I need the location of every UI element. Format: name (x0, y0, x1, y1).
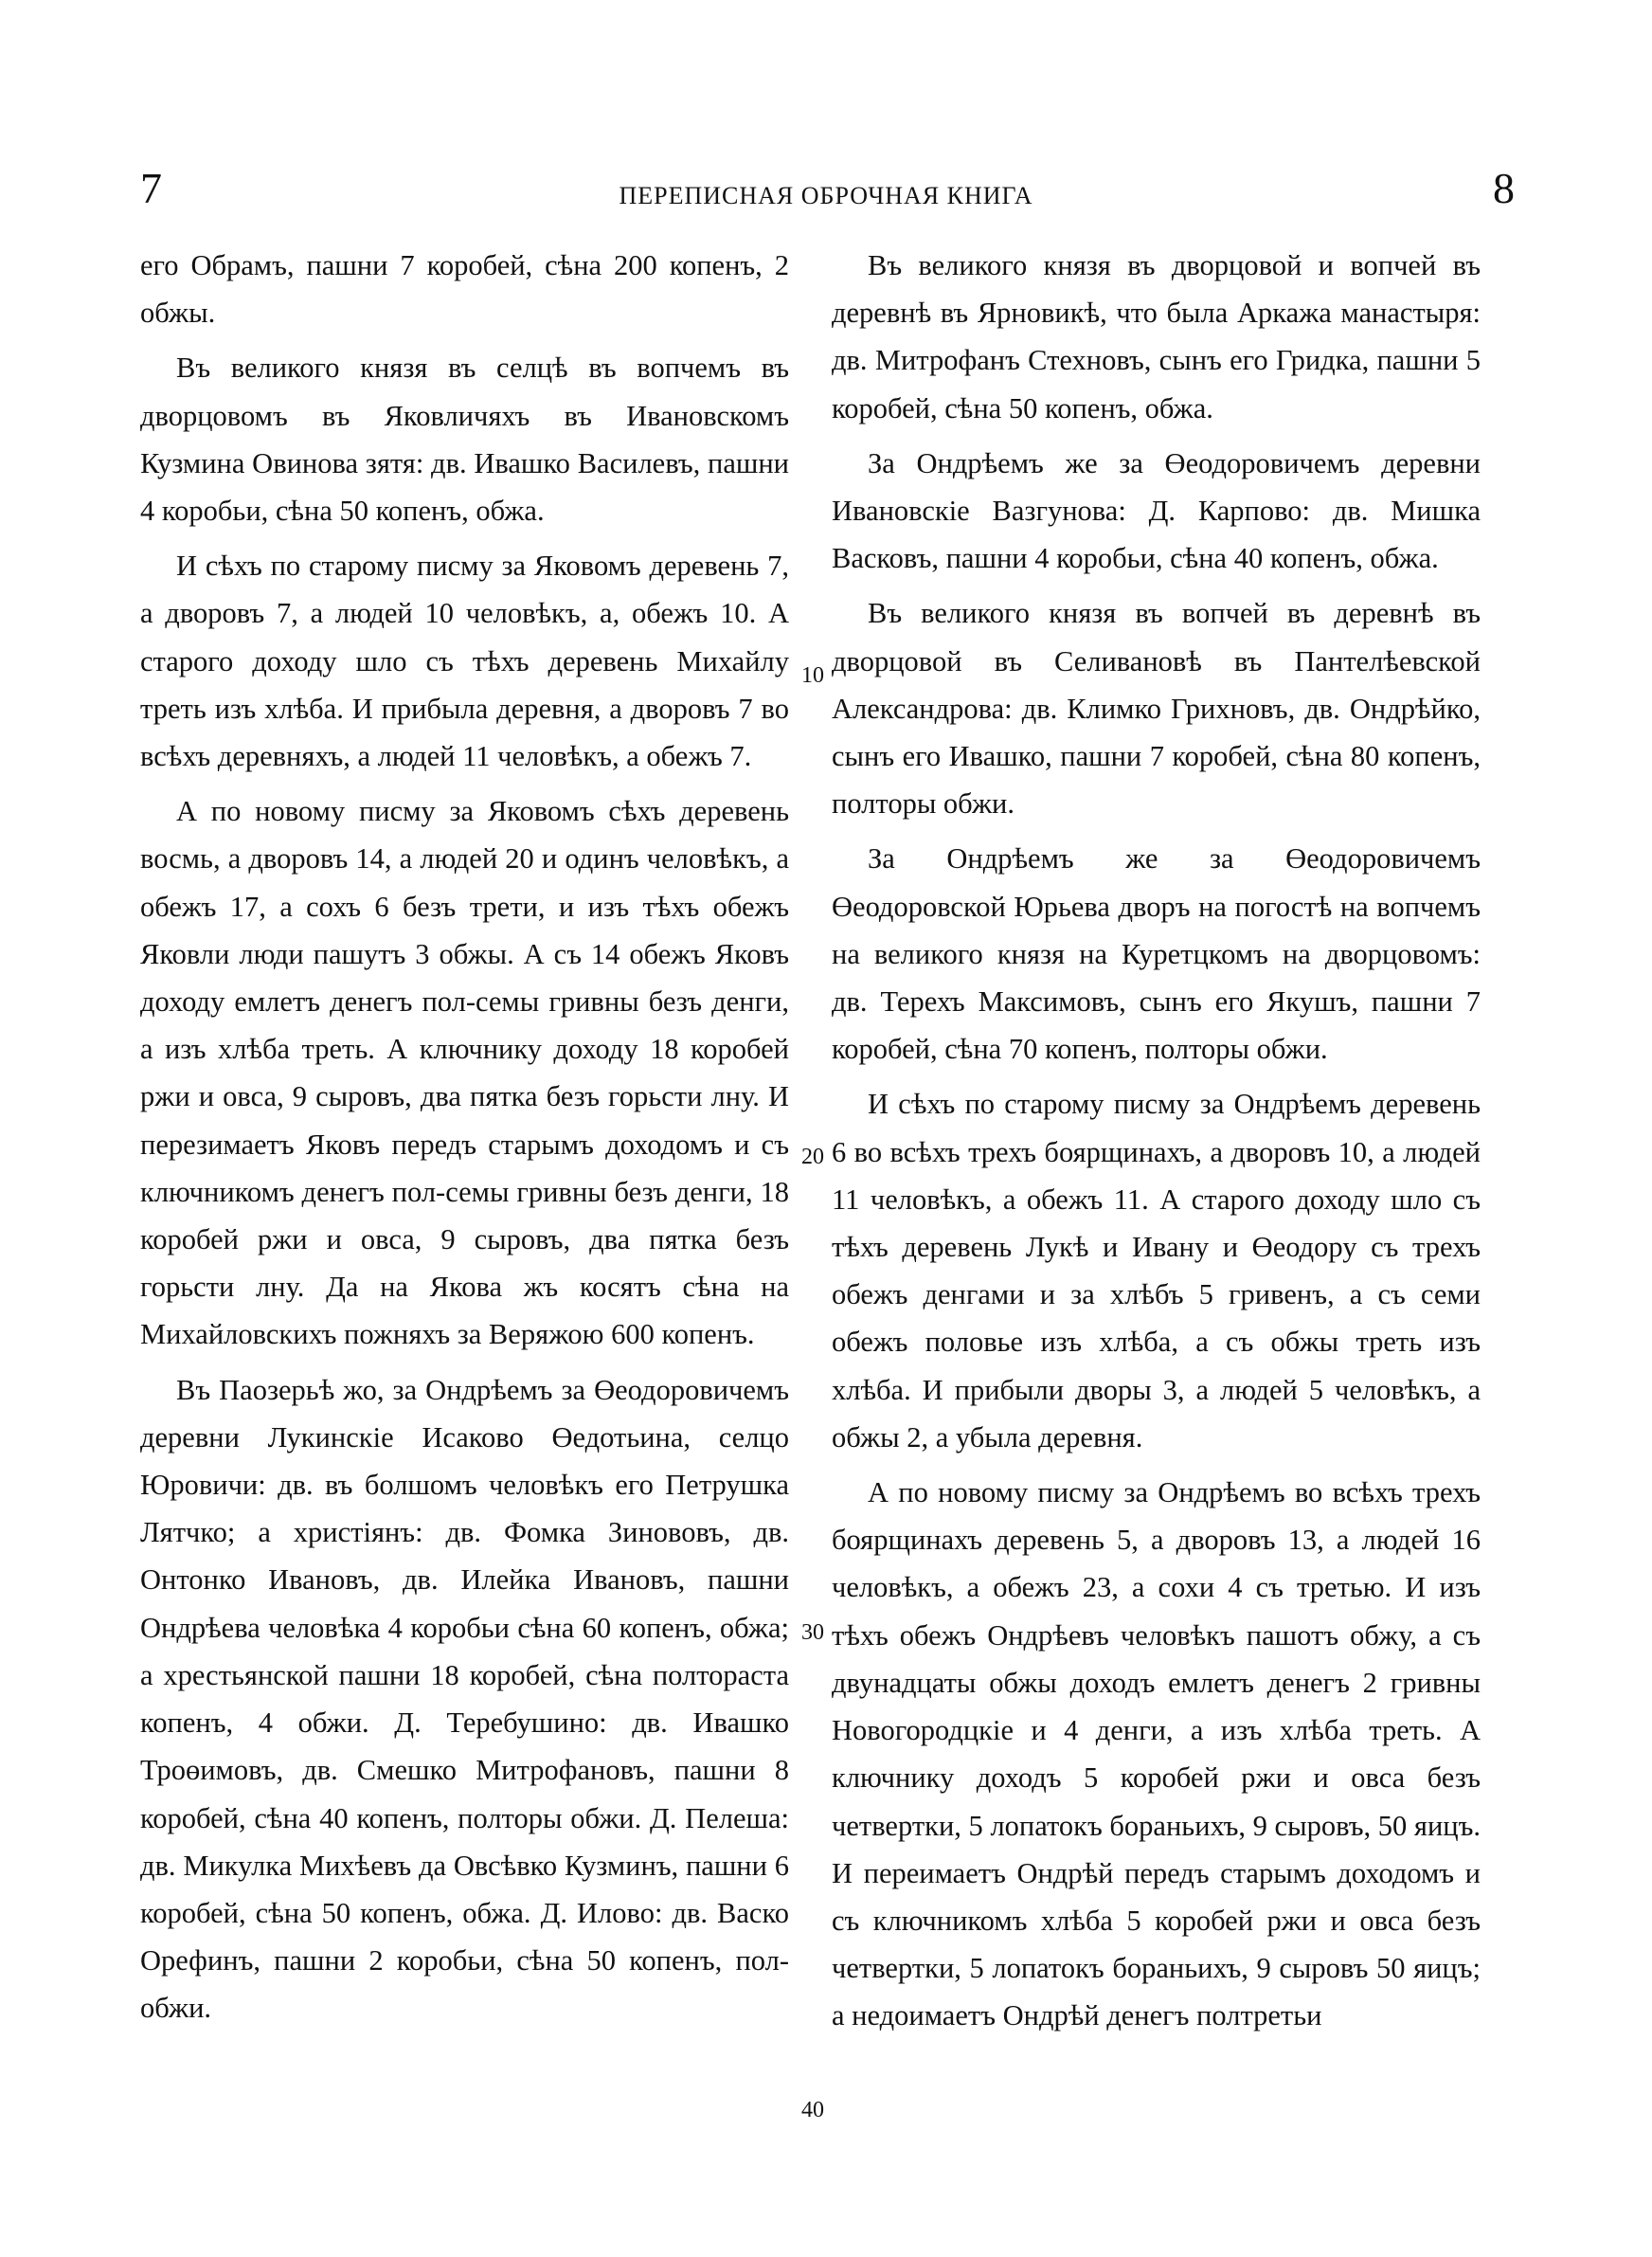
line-number-20: 20 (801, 1145, 824, 1169)
paragraph: За Ондрѣемъ же за Өеодоровичемъ Өеодоровской Юрьева дворъ на погостѣ на вопчемъ на великого князя на Куретцкомъ на дворцовомъ: дв. Терехъ Максимовъ, сынъ его Якушъ, пашни 7 коробей, сѣна 70 копенъ, полторы обжи. (832, 842, 1481, 1066)
paragraph: И сѣхъ по старому писму за Яковомъ деревень 7, а дворовъ 7, а людей 10 человѣкъ, а, обежъ 10. А старого доходу шло съ тѣхъ деревень Михайлу треть изъ хлѣба. И прибыла деревня, а дворовъ 7 во всѣхъ деревняхъ, а людей 11 человѣкъ, а обежъ 7. (140, 550, 789, 773)
line-number-40: 40 (801, 2098, 824, 2122)
paragraph: Въ великого князя въ вопчей въ деревнѣ въ дворцовой въ Селивановѣ въ Пантелѣевской Александрова: дв. Климко Грихновъ, дв. Ондрѣйко, сынъ его Ивашко, пашни 7 коробей, сѣна 80 копенъ, полторы обжи. (832, 597, 1481, 821)
line-number-30: 30 (801, 1620, 824, 1645)
running-title: ПЕРЕПИСНАЯ ОБРОЧНАЯ КНИГА (619, 182, 1033, 209)
page-number-right: 8 (1493, 164, 1515, 212)
left-column (140, 242, 789, 2040)
paragraph: Въ великого князя въ дворцовой и вопчей въ деревнѣ въ Ярновикѣ, что была Аркажа манастыря: дв. Митрофанъ Стехновъ, сынъ его Гридка, пашни 5 коробей, сѣна 50 копенъ, обжа. (832, 249, 1481, 424)
paragraph: За Ондрѣемъ же за Өеодоровичемъ деревни Ивановскіе Вазгунова: Д. Карпово: дв. Мишка Васковъ, пашни 4 коробьи, сѣна 40 копенъ, обжа. (832, 446, 1481, 575)
paragraph: А по новому писму за Яковомъ сѣхъ деревень восмь, а дворовъ 14, а людей 20 и одинъ человѣкъ, а обежъ 17, а сохъ 6 безъ трети, и изъ тѣхъ обежъ Яковли люди пашутъ 3 обжы. А съ 14 обежъ Яковъ доходу емлетъ денегъ пол-семы гривны безъ денги, а изъ хлѣба треть. А ключнику доходу 18 коробей ржи и овса, 9 сыровъ, два пятка безъ горьсти лну. И перезимаетъ Яковъ передъ старымъ доходомъ и съ ключникомъ денегъ пол-семы гривны безъ денги, 18 коробей ржи и овса, 9 сыровъ, два пятка безъ горьсти лну. Да на Якова жъ косятъ сѣна на Михайловскихъ пожняхъ за Веряжою 600 копенъ. (140, 795, 789, 1351)
paragraph: И сѣхъ по старому писму за Ондрѣемъ деревень 6 во всѣхъ трехъ боярщинахъ, а дворовъ 10, а людей 11 человѣкъ, а обежъ 11. А старого доходу шло съ тѣхъ деревень Лукѣ и Ивану и Өеодору съ трехъ обежъ денгами и за хлѣбъ 5 гривенъ, а съ семи обежъ половье изъ хлѣба, а съ обжы треть изъ хлѣба. И прибыли дворы 3, а людей 5 человѣкъ, а обжы 2, а убыла деревня. (832, 1088, 1481, 1454)
paragraph: Въ великого князя въ селцѣ въ вопчемъ въ дворцовомъ въ Яковличяхъ въ Ивановскомъ Кузмина Овинова зятя: дв. Ивашко Василевъ, пашни 4 коробьи, сѣна 50 копенъ, обжа. (140, 352, 789, 528)
paragraph: его Обрамъ, пашни 7 коробей, сѣна 200 копенъ, 2 обжы. (140, 249, 789, 330)
paragraph: А по новому писму за Ондрѣемъ во всѣхъ трехъ боярщинахъ деревень 5, а дворовъ 13, а людей 16 человѣкъ, а обежъ 23, а сохи 4 съ третью. И изъ тѣхъ обежъ Ондрѣевъ человѣкъ пашотъ обжу, а съ двунадцаты обжы доходъ емлетъ денегъ 2 гривны Новогородцкіе и 4 денги, а изъ хлѣба треть. А ключнику доходъ 5 коробей ржи и овса безъ четвертки, 5 лопатокъ бораньихъ, 9 сыровъ, 50 яицъ. И переимаетъ Ондрѣй передъ старымъ доходомъ и съ ключникомъ хлѣба 5 коробей ржи и овса безъ четвертки, 5 лопатокъ бораньихъ, 9 сыровъ 50 яицъ; а недоимаетъ Ондрѣй денегъ полтретьи (832, 1476, 1481, 2032)
line-number-10: 10 (801, 663, 824, 688)
paragraph: Въ Паозерьѣ жо, за Ондрѣемъ за Өеодоровичемъ деревни Лукинскіе Исаково Өедотьина, селцо Юровичи: дв. въ болшомъ человѣкъ его Петрушка Лятчко; а христіянъ: дв. Фомка Зинововъ, дв. Онтонко Ивановъ, дв. Илейка Ивановъ, пашни Ондрѣева человѣка 4 коробьи сѣна 60 копенъ, обжа; а хрестьянской пашни 18 коробей, сѣна полтораста копенъ, 4 обжи. Д. Теребушино: дв. Ивашко Троөимовъ, дв. Смешко Митрофановъ, пашни 8 коробей, сѣна 40 копенъ, полторы обжи. Д. Пелеша: дв. Микулка Михѣевъ да Овсѣвко Кузминъ, пашни 6 коробей, сѣна 50 копенъ, обжа. Д. Илово: дв. Васко Орефинъ, пашни 2 коробьи, сѣна 50 копенъ, пол-обжи. (140, 1373, 789, 2025)
right-column (832, 242, 1481, 2048)
page-number-left: 7 (140, 164, 162, 212)
